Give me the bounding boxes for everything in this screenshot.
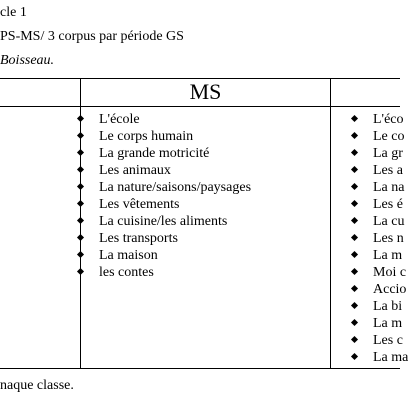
header-line-1: cle 1 xyxy=(0,5,27,20)
diamond-bullet-icon xyxy=(77,268,84,275)
diamond-bullet-icon xyxy=(77,183,84,190)
list-item: La m xyxy=(352,247,400,264)
diamond-bullet-icon xyxy=(351,166,358,173)
list-item: La m xyxy=(352,315,400,332)
diamond-bullet-icon xyxy=(77,115,84,122)
diamond-bullet-icon xyxy=(77,217,84,224)
diamond-bullet-icon xyxy=(351,217,358,224)
list-item: La maison xyxy=(78,247,328,264)
list-item: Les transports xyxy=(78,230,328,247)
list-item: Accio xyxy=(352,281,400,298)
list-item: Les vêtements xyxy=(78,196,328,213)
diamond-bullet-icon xyxy=(77,251,84,258)
table-column-divider-right xyxy=(330,78,331,369)
diamond-bullet-icon xyxy=(351,251,358,258)
table-bottom-border xyxy=(0,368,400,369)
ms-topic-list xyxy=(78,111,328,281)
diamond-bullet-icon xyxy=(351,234,358,241)
diamond-bullet-icon xyxy=(351,132,358,139)
diamond-bullet-icon xyxy=(351,336,358,343)
list-item: La bi xyxy=(352,298,400,315)
header-line-2: PS-MS/ 3 corpus par période GS xyxy=(0,29,184,44)
list-item: La nature/saisons/paysages xyxy=(78,179,328,196)
diamond-bullet-icon xyxy=(351,200,358,207)
ms-column-header: MS xyxy=(189,79,222,104)
diamond-bullet-icon xyxy=(77,200,84,207)
diamond-bullet-icon xyxy=(351,149,358,156)
diamond-bullet-icon xyxy=(351,319,358,326)
diamond-bullet-icon xyxy=(351,353,358,360)
diamond-bullet-icon xyxy=(351,115,358,122)
list-item: La cu xyxy=(352,213,400,230)
diamond-bullet-icon xyxy=(351,302,358,309)
corpus-table xyxy=(0,78,408,369)
list-item: L'éco xyxy=(352,111,400,128)
list-item: La cuisine/les aliments xyxy=(78,213,328,230)
list-item: La gr xyxy=(352,145,400,162)
list-item: Les n xyxy=(352,230,400,247)
list-item: L'école xyxy=(78,111,328,128)
footer-line: naque classe. xyxy=(0,378,74,393)
table-header-border xyxy=(0,106,400,107)
list-item: La grande motricité xyxy=(78,145,328,162)
list-item: les contes xyxy=(78,264,328,281)
diamond-bullet-icon xyxy=(351,285,358,292)
diamond-bullet-icon xyxy=(77,234,84,241)
list-item: La na xyxy=(352,179,400,196)
diamond-bullet-icon xyxy=(77,166,84,173)
list-item: Les a xyxy=(352,162,400,179)
gs-topic-list xyxy=(352,111,408,371)
list-item: Le corps humain xyxy=(78,128,328,145)
diamond-bullet-icon xyxy=(77,132,84,139)
diamond-bullet-icon xyxy=(351,268,358,275)
list-item: Le co xyxy=(352,128,400,145)
diamond-bullet-icon xyxy=(351,183,358,190)
list-item: Les é xyxy=(352,196,400,213)
list-item: La ma xyxy=(352,349,400,366)
diamond-bullet-icon xyxy=(77,149,84,156)
list-item: Moi c xyxy=(352,264,400,281)
header-line-3: Boisseau. xyxy=(0,53,55,68)
list-item: Les c xyxy=(352,332,400,349)
list-item: Les animaux xyxy=(78,162,328,179)
